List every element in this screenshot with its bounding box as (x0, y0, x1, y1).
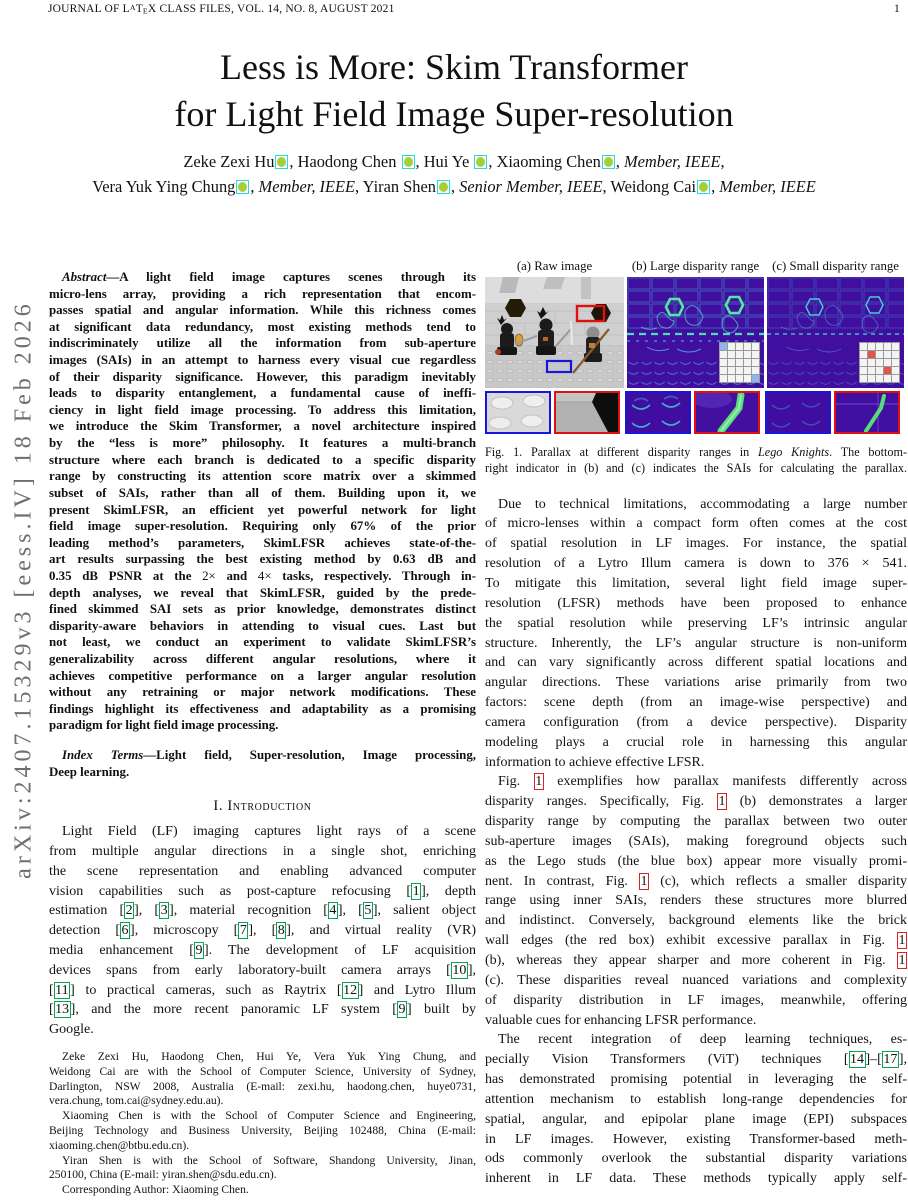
figure-ref-link[interactable]: 1 (535, 774, 543, 790)
text-line: and can vary significantly across different spatial locations and (485, 655, 907, 671)
left-column (49, 269, 476, 1198)
text-line: vera.chung, tom.cai@sydney.edu.au). (49, 1094, 224, 1108)
text-line: field image super-resolution. Requiring only 67% of the prior (49, 519, 476, 534)
figure-1-panel-labels (485, 259, 907, 274)
citation-link[interactable]: 11 (55, 982, 69, 998)
text-line: at significant data redundancy, most existing methods tend to (49, 319, 476, 334)
footnote-affiliation-btbu (49, 1109, 476, 1153)
text-line: images (SAIs) in an attempt to harness every visual cue regardless (49, 353, 476, 368)
sai-cell (752, 359, 759, 366)
sai-cell (876, 359, 883, 366)
panel-b-label: (b) Large disparity range (631, 259, 760, 273)
sai-cell (868, 351, 875, 358)
figure-1-panels (485, 277, 907, 388)
text-line: nent. In contrast, Fig. 1 (c), which reflects a smaller disparity (485, 873, 907, 889)
sai-cell (884, 343, 891, 350)
text-line: the spatial resolution while preserving LF’s intrinsic angular (485, 615, 907, 631)
footnote-block (49, 1050, 476, 1198)
text-line: not least, we conduct an experiment to validate SkimLFSR’s (49, 635, 476, 650)
text-line: Fig. 1 exemplifies how parallax manifests differently across (498, 774, 907, 790)
citation-link[interactable]: 9 (398, 1002, 406, 1018)
sai-cell (744, 351, 751, 358)
sai-cell (720, 351, 727, 358)
crop-a-blue-studs (485, 391, 551, 434)
sai-cell (720, 343, 727, 350)
text-line: resolution (LFSR) methods have been proposed to enhance (485, 595, 907, 611)
text-line: subset of SAIs, rather than all of them. Building upon it, we (49, 485, 476, 500)
text-line: 250100, China (E-mail: yiran.shen@sdu.edu.cn). (49, 1168, 277, 1182)
text-line: ciency in light field image processing. To address this limitation, (49, 402, 476, 417)
text-line: micro-lens array, providing a rich representation that encom- (49, 286, 476, 301)
sai-cell (876, 343, 883, 350)
text-line: in LF images. However, existing Transformer-based meth- (485, 1131, 907, 1147)
panel-c-label: (c) Small disparity range (772, 259, 899, 273)
sai-cell (728, 359, 735, 366)
text-line: [ 11 ] to practical cameras, such as Raytrix [ 12 ] and Lytro Illum (49, 982, 476, 998)
text-line: The recent integration of deep learning techniques, es- (498, 1032, 907, 1048)
panel-b-parallax-map (627, 277, 764, 388)
sai-cell (744, 375, 751, 382)
text-line: has demonstrated promising potential in leveraging the self- (485, 1072, 907, 1088)
text-line: inherent in LF data. These methods typically apply self- (485, 1171, 907, 1187)
text-line: structure where each branch is dedicated to a specific disparity (49, 452, 476, 467)
text-line: valuable cues for enhancing LFSR performance. (485, 1012, 757, 1028)
sai-cell (860, 375, 867, 382)
crop-b-blue-stud-parallax (625, 391, 691, 434)
text-line: Google. (49, 1022, 94, 1038)
citation-link[interactable]: 10 (452, 962, 467, 978)
text-line: (b), whereas they appear sharper and more coherent in Fig. 1 (485, 953, 906, 968)
sai-cell (868, 375, 875, 382)
sai-cell (860, 367, 867, 374)
text-line: disparity-aware behaviors in attending to visual cues. Last but (49, 618, 476, 633)
citation-link[interactable]: 4 (329, 903, 337, 919)
body-paragraph-2 (485, 772, 907, 1030)
panel-a-raw-image (485, 277, 624, 388)
section-heading-introduction: I. Introduction (213, 798, 312, 815)
sai-cell (892, 359, 899, 366)
text-line: Index Terms—Light field, Super-resolution, Image processing, (62, 748, 476, 763)
figure-1-crops (485, 391, 907, 434)
crop-b-red-edge-parallax (694, 391, 760, 434)
text-line: of spatial resolution in LF images. For instance, the spatial (485, 536, 907, 552)
sai-cell (744, 367, 751, 374)
text-line: xiaoming.chen@btbu.edu.cn). (49, 1138, 190, 1152)
citation-link[interactable]: 5 (364, 903, 372, 919)
citation-link[interactable]: 8 (277, 923, 285, 939)
text-line: spatial, angular, and epipolar plane image (EPI) subspaces (485, 1111, 907, 1127)
text-line: estimation [ 2 ], [ 3 ], material recognition [ 4 ], [ 5 ], salient object (49, 903, 476, 919)
crop-c-blue-stud-parallax (765, 391, 831, 434)
text-line: information to achieve effective LFSR. (485, 754, 705, 770)
text-line: leading method’s parameters, SkimLFSR achieves state-of-the- (49, 535, 476, 550)
journal-header: JOURNAL OF LATEX CLASS FILES, VOL. 14, NO. 8, AUGUST 2021 (48, 3, 395, 16)
figure-ref-link[interactable]: 1 (898, 953, 906, 968)
sai-cell (860, 343, 867, 350)
page-number: 1 (894, 3, 900, 15)
page-header (48, 3, 900, 15)
text-line: from multiple angular directions in a single shot, enriching (49, 844, 476, 860)
text-line: 0.35 dB PSNR at the 2× and 4× tasks, respectively. Through in- (49, 568, 476, 583)
sai-cell (892, 375, 899, 382)
text-line: as the Lego studs (the blue box) appear more visually promi- (485, 853, 907, 869)
text-line: disparity ranges. Specifically, Fig. 1 (b) demonstrates a larger (485, 794, 907, 810)
sai-cell (728, 375, 735, 382)
text-line: modeling plays a crucial role in harnessing this angular (485, 734, 907, 750)
sai-cell (892, 343, 899, 350)
text-line: passes spatial and angular information. While this richness comes (49, 303, 476, 318)
sai-grid-c (859, 342, 900, 383)
text-line: by the “less is more” philosophy. It features a multi-branch (49, 436, 476, 451)
text-line: range by constructing its attention score matrix over a skimmed (49, 469, 476, 484)
text-line: media enhancement [ 9 ]. The development of LF acquisition (49, 943, 476, 959)
sai-cell (892, 367, 899, 374)
sai-cell (720, 367, 727, 374)
citation-link[interactable]: 2 (125, 903, 133, 919)
orcid-icon[interactable] (437, 180, 450, 194)
citation-link[interactable]: 1 (412, 883, 420, 899)
text-line: depth analyses, we reveal that SkimLFSR, guided by the prede- (49, 585, 476, 600)
text-line: sub-aperture images (SAIs), making foreground objects such (485, 833, 907, 849)
sai-cell (736, 359, 743, 366)
orcid-icon[interactable] (474, 155, 487, 169)
panel-c-parallax-map (767, 277, 904, 388)
text-line: Fig. 1. Parallax at different disparity ranges in Lego Knights. The bottom- (485, 445, 907, 459)
text-line: Beijing Technology and Business University, Beijing 102488, China (E-mail: (49, 1124, 476, 1138)
panel-a-label: (a) Raw image (516, 259, 593, 273)
text-line: indiscriminately utilize all the information from sub-aperture (49, 336, 476, 351)
text-line: Abstract—A light field image captures scenes through its (62, 270, 476, 284)
figure-ref-link[interactable]: 1 (898, 933, 906, 949)
text-line: Zeke Zexi Hu, Haodong Chen, Hui Ye, Vera Yuk Ying Chung, and (62, 1050, 476, 1064)
citation-link[interactable]: 12 (343, 982, 358, 998)
sai-cell (868, 343, 875, 350)
right-column (485, 259, 907, 1189)
sai-cell (884, 351, 891, 358)
sai-cell (860, 359, 867, 366)
text-line: and indistinct. Conversely, background elements like the brick (485, 913, 907, 929)
text-line: art results surpassing the best existing method by 0.63 dB and (49, 552, 476, 567)
sai-cell (860, 351, 867, 358)
citation-link[interactable]: 7 (239, 923, 247, 939)
orcid-icon[interactable] (275, 155, 288, 169)
text-line: we introduce the Skim Transformer, a novel architecture inspired (49, 419, 476, 434)
footnote-affiliation-sydney (49, 1050, 476, 1109)
sai-cell (736, 367, 743, 374)
index-terms (49, 747, 476, 780)
sai-cell (728, 351, 735, 358)
paper-title-line2: for Light Field Image Super-resolution (174, 94, 734, 134)
footnote-corresponding-author (49, 1183, 476, 1198)
text-line: findings highlight its effectiveness and adaptability as a promising (49, 701, 476, 716)
crop-a-red-brick-corner (554, 391, 620, 434)
paper-title-line1: Less is More: Skim Transformer (220, 47, 688, 87)
text-line: right indicator in (b) and (c) indicates the SAIs for calculating the parallax. (485, 461, 907, 476)
text-line: Light Field (LF) imaging captures light rays of a scene (62, 824, 476, 840)
text-line: factors: scene depth (from an image-wise perspective) and (485, 695, 907, 711)
text-line: attention mechanism to establish long-range dependencies for (485, 1091, 907, 1107)
text-line: detection [ 6 ], microscopy [ 7 ], [ 8 ], and virtual reality (VR) (49, 923, 476, 939)
text-line: Deep learning. (49, 764, 130, 779)
text-line: Yiran Shen is with the School of Software, Shandong University, Jinan, (62, 1153, 476, 1167)
figure-1-caption (485, 444, 907, 477)
sai-grid-b (719, 342, 760, 383)
sai-cell (720, 375, 727, 382)
introduction-paragraph-1 (49, 822, 476, 1040)
sai-cell (884, 367, 891, 374)
text-line: of their disparity significance. However, this paradigm inevitably (49, 369, 476, 384)
text-line: angular directions. These variations arise primarily from two (485, 675, 907, 691)
sai-cell (736, 351, 743, 358)
sai-cell (752, 375, 759, 382)
sai-cell (868, 359, 875, 366)
text-line: Darlington, NSW 2008, Australia (E-mail: zexi.hu, haodong.chen, huye0731, (49, 1079, 476, 1093)
orcid-icon[interactable] (236, 180, 249, 194)
orcid-icon[interactable] (697, 180, 710, 194)
text-line: the scene representation and enabling advanced computer (49, 863, 476, 879)
sai-cell (884, 375, 891, 382)
sai-cell (720, 359, 727, 366)
figure-ref-link[interactable]: 1 (718, 794, 726, 810)
footnote-affiliation-sdu (49, 1154, 476, 1184)
text-line: ods commonly overlook the substantial disparity variations (485, 1151, 907, 1167)
text-line: paradigm for light field image processing. (49, 718, 279, 733)
text-line: vision capabilities such as post-capture refocusing [ 1 ], depth (49, 883, 476, 899)
text-line: achieves competitive performance on a larger angular resolution (49, 668, 476, 683)
sai-cell (752, 343, 759, 350)
body-paragraph-1 (485, 495, 907, 773)
sai-cell (752, 351, 759, 358)
sai-cell (744, 359, 751, 366)
abstract-paragraph (49, 269, 476, 734)
text-line: of disparity distribution in LF images, meanwhile, offering (485, 992, 907, 1008)
text-line: without any retraining or major network modifications. These (49, 685, 476, 700)
citation-link[interactable]: 14 (850, 1052, 864, 1068)
citation-link[interactable]: 13 (55, 1002, 70, 1018)
sai-cell (868, 367, 875, 374)
text-line: Xiaoming Chen is with the School of Computer Science and Engineering, (62, 1109, 476, 1123)
sai-cell (884, 359, 891, 366)
text-line: camera configuration (from a device perspective). Disparity (485, 714, 907, 730)
citation-link[interactable]: 3 (160, 903, 168, 919)
text-line: range using inner SAIs, renders these structures more blurred (485, 893, 907, 909)
crop-c-red-edge-parallax (834, 391, 900, 434)
arxiv-watermark: arXiv:2407.15329v3 [eess.IV] 18 Feb 2026 (10, 300, 37, 879)
text-line: present SkimLFSR, an efficient yet powerful network for light (49, 502, 476, 517)
text-line: fined skimmed SAI sets as prior knowledge, demonstrates distinct (49, 602, 476, 617)
orcid-icon[interactable] (602, 155, 615, 169)
figure-1 (485, 259, 907, 477)
author-list (0, 149, 908, 199)
sai-cell (744, 343, 751, 350)
text-line: structure. Inherently, the LF’s angular structure is non-uniform (485, 635, 907, 651)
paper-title (0, 44, 908, 138)
sai-cell (892, 351, 899, 358)
sai-cell (876, 367, 883, 374)
sai-cell (728, 343, 735, 350)
text-line: Due to technical limitations, accommodating a large number (498, 496, 907, 512)
orcid-icon[interactable] (402, 155, 415, 169)
text-line: resolution of a Lytro Illum camera is down to 376 × 541. (485, 556, 907, 572)
author-line-2: Vera Yuk Ying Chung , Member, IEEE, Yiran Shen , Senior Member, IEEE, Weidong Cai , Member, IEEE (92, 177, 816, 196)
author-line-1: Zeke Zexi Hu , Haodong Chen , Hui Ye , Xiaoming Chen , Member, IEEE, (183, 152, 725, 171)
sai-cell (728, 367, 735, 374)
citation-link[interactable]: 17 (883, 1052, 898, 1068)
text-line: wall edges (the red box) exhibit excessive parallax in Fig. 1 (485, 933, 906, 949)
citation-link[interactable]: 9 (195, 943, 203, 959)
text-line: of micro-lenses within a compact form often comes at the cost (485, 516, 907, 532)
sai-cell (736, 343, 743, 350)
figure-ref-link[interactable]: 1 (640, 873, 648, 889)
body-paragraph-3 (485, 1030, 907, 1189)
text-line: Weidong Cai are with the School of Computer Science, University of Sydney, (49, 1064, 476, 1078)
text-line: pecially Vision Transformers (ViT) techniques [ 14 ]–[ 17 ], (485, 1052, 907, 1068)
text-line: leads to disparity entanglement, a fundamental cause of ineffi- (49, 386, 476, 401)
sai-cell (876, 351, 883, 358)
sai-cell (752, 367, 759, 374)
text-line: (c). These disparities reveal nuanced variations and complexity (485, 972, 907, 988)
text-line: Corresponding Author: Xiaoming Chen. (62, 1183, 249, 1197)
text-line: [ 13 ], and the more recent panoramic LF system [ 9 ] built by (49, 1002, 476, 1018)
text-line: To mitigate this limitation, several light field image super- (485, 575, 907, 591)
text-line: devices spans from early laboratory-built camera arrays [ 10 ], (49, 962, 476, 978)
text-line: generalizability across different angular resolutions, where it (49, 652, 476, 667)
sai-cell (876, 375, 883, 382)
text-line: disparity range by computing the parallax between two outer (485, 814, 907, 830)
citation-link[interactable]: 6 (121, 923, 129, 939)
sai-cell (736, 375, 743, 382)
